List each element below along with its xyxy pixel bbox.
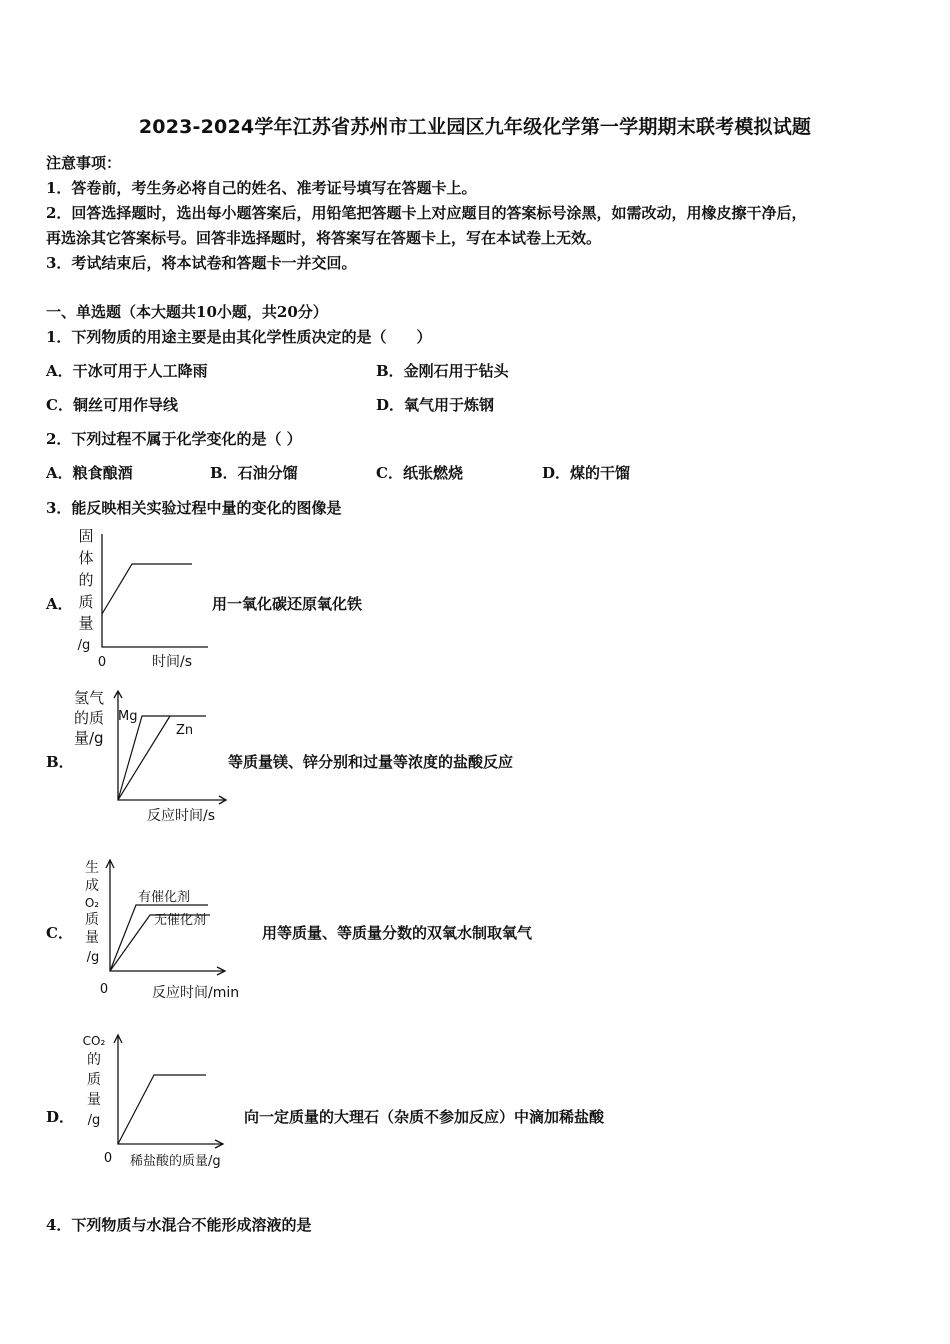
- svg-text:的: 的: [87, 1052, 101, 1068]
- q3b-series-zn: Zn: [176, 723, 194, 738]
- q3c-origin: 0: [99, 982, 109, 997]
- svg-text:/g: /g: [87, 1113, 101, 1128]
- q2-option-a: A．粮食酿酒: [46, 464, 133, 482]
- svg-text:质: 质: [85, 912, 99, 928]
- section-heading: 一、单选题（本大题共10小题，共20分）: [46, 303, 328, 321]
- q3a-y-label: [78, 527, 94, 653]
- svg-text:量: 量: [87, 1092, 101, 1108]
- q3-graph-b: [72, 686, 232, 826]
- notice-item-2-cont: 再选涂其它答案标号。回答非选择题时，将答案写在答题卡上，写在本试卷上无效。: [46, 229, 602, 247]
- q3-graph-c: [78, 855, 258, 1005]
- q1-option-c: C．铜丝可用作导线: [46, 396, 178, 414]
- q3c-series-no-catalyst: 无催化剂: [154, 913, 207, 928]
- q3c-series-catalyst: 有催化剂: [138, 890, 191, 905]
- q3c-x-label: 反应时间/min: [152, 985, 240, 1001]
- q3-option-d-text: 向一定质量的大理石（杂质不参加反应）中滴加稀盐酸: [244, 1108, 605, 1126]
- q4-stem: 4．下列物质与水混合不能形成溶液的是: [46, 1216, 312, 1234]
- svg-text:氢气: 氢气: [74, 689, 105, 707]
- q3d-y-label: [83, 1034, 106, 1128]
- q3-option-b-label: B．: [46, 753, 74, 771]
- q2-option-b: B．石油分馏: [210, 464, 298, 482]
- q3d-x-label: 稀盐酸的质量/g: [130, 1154, 221, 1169]
- svg-text:的质: 的质: [74, 709, 105, 727]
- q1-option-d: D．氧气用于炼钢: [376, 396, 495, 414]
- q3a-x-label: 时间/s: [152, 654, 193, 670]
- svg-text:成: 成: [85, 878, 99, 894]
- q3b-series-mg: Mg: [118, 709, 138, 724]
- q3d-axes: [118, 1036, 222, 1144]
- notice-item-3: 3．考试结束后，将本试卷和答题卡一并交回。: [46, 254, 357, 272]
- q3a-origin: 0: [97, 655, 107, 670]
- q3b-y-label: [74, 689, 104, 747]
- svg-text:量/g: 量/g: [74, 729, 104, 747]
- q2-option-d: D．煤的干馏: [542, 464, 631, 482]
- svg-text:质: 质: [78, 593, 94, 611]
- q3d-origin: 0: [103, 1151, 113, 1166]
- svg-text:/g: /g: [77, 638, 91, 653]
- q3-option-c-label: C．: [46, 924, 73, 942]
- q3-option-a-label: A．: [46, 595, 73, 613]
- svg-text:量: 量: [78, 614, 94, 632]
- svg-text:量: 量: [85, 930, 99, 946]
- q3a-axes: [102, 534, 208, 647]
- page-title: 2023-2024学年江苏省苏州市工业园区九年级化学第一学期期末联考模拟试题: [138, 116, 812, 138]
- svg-text:的: 的: [78, 571, 94, 589]
- q3b-x-label: 反应时间/s: [147, 808, 216, 824]
- svg-text:体: 体: [78, 549, 94, 567]
- q2-option-c: C．纸张燃烧: [376, 464, 463, 482]
- svg-text:/g: /g: [86, 950, 100, 965]
- q3a-curve: [102, 564, 192, 614]
- q3-graph-d: [78, 1030, 248, 1172]
- q3-graph-a: [70, 524, 220, 670]
- q1-option-b: B．金刚石用于钻头: [376, 362, 509, 380]
- svg-text:O₂: O₂: [84, 896, 100, 910]
- q3c-y-label: [85, 859, 99, 965]
- q3-option-c-text: 用等质量、等质量分数的双氧水制取氧气: [262, 924, 533, 942]
- svg-text:固: 固: [78, 527, 94, 545]
- q3b-curve-zn: [118, 716, 170, 800]
- svg-text:生: 生: [85, 860, 99, 876]
- notice-item-1: 1．答卷前，考生务必将自己的姓名、准考证号填写在答题卡上。: [46, 179, 477, 197]
- notice-heading: 注意事项：: [46, 154, 122, 172]
- q3-stem: 3．能反映相关实验过程中量的变化的图像是: [46, 499, 342, 517]
- q2-stem: 2．下列过程不属于化学变化的是（ ）: [46, 430, 302, 448]
- q3-option-b-text: 等质量镁、锌分别和过量等浓度的盐酸反应: [228, 753, 514, 771]
- q3-option-d-label: D．: [46, 1108, 75, 1126]
- q1-stem: 1．下列物质的用途主要是由其化学性质决定的是（ ）: [46, 328, 432, 346]
- notice-item-2: 2．回答选择题时，选出每小题答案后，用铅笔把答题卡上对应题目的答案标号涂黑，如需改动，用橡皮擦干净后，: [46, 204, 807, 222]
- q1-option-a: A．干冰可用于人工降雨: [46, 362, 208, 380]
- svg-text:质: 质: [87, 1072, 101, 1088]
- svg-text:CO₂: CO₂: [82, 1034, 106, 1048]
- q3d-curve: [118, 1075, 206, 1144]
- q3-option-a-text: 用一氧化碳还原氧化铁: [212, 595, 363, 613]
